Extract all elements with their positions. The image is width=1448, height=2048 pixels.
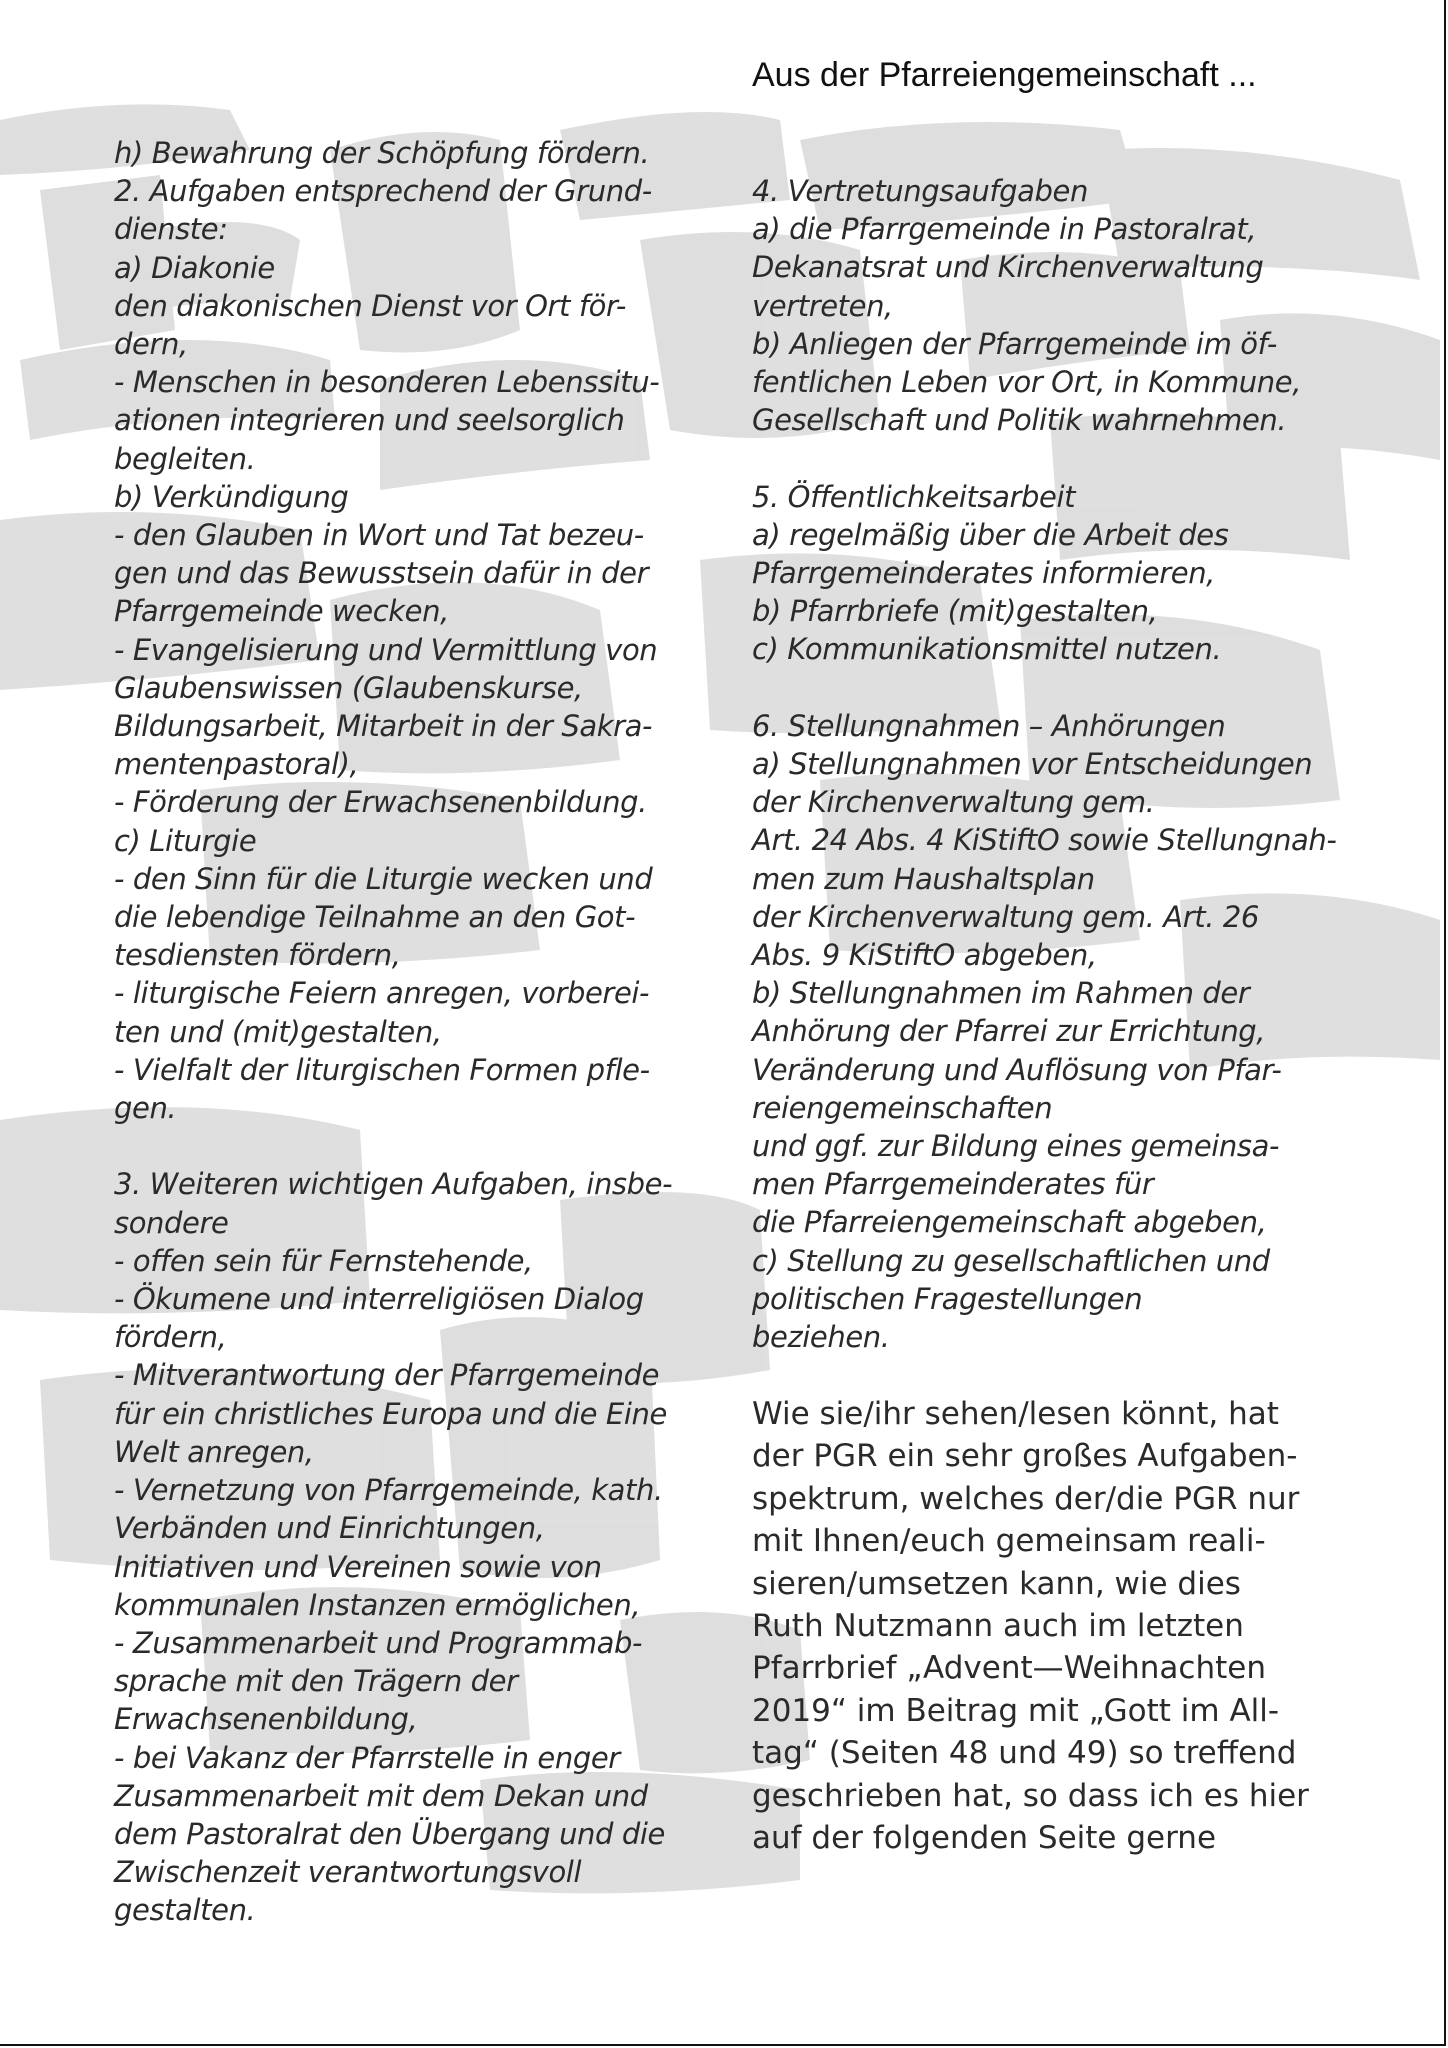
right-column-line: 5. Öffentlichkeitsarbeit	[752, 479, 1076, 514]
left-column-line: c) Liturgie	[114, 823, 257, 858]
right-column-line: Art. 24 Abs. 4 KiStiftO sowie Stellungnah-	[752, 823, 1337, 858]
right-column-line: c) Stellung zu gesellschaftlichen und	[752, 1243, 1270, 1278]
right-column-line: politischen Fragestellungen	[752, 1281, 1143, 1316]
left-column-line: gestalten.	[114, 1893, 256, 1928]
left-column-line: sondere	[114, 1205, 229, 1240]
right-column-line: men Pfarrgemeinderates für	[752, 1167, 1154, 1202]
right-column-line: c) Kommunikationsmittel nutzen.	[752, 632, 1222, 667]
right-column-line: der Kirchenverwaltung gem. Art. 26	[752, 899, 1259, 934]
left-column-line: ten und (mit)gestalten,	[114, 1014, 442, 1049]
left-column-line: Initiativen und Vereinen sowie von	[114, 1549, 602, 1584]
right-column-line: Gesellschaft und Politik wahrnehmen.	[752, 403, 1287, 438]
left-column-line: 2. Aufgaben entsprechend der Grund-	[114, 174, 652, 209]
left-column-line: - Menschen in besonderen Lebenssitu-	[114, 365, 660, 400]
left-column-line: dienste:	[114, 212, 228, 247]
right-column-line: Abs. 9 KiStiftO abgeben,	[752, 938, 1097, 973]
left-column-line: sprache mit den Trägern der	[114, 1664, 518, 1699]
left-column-line: Pfarrgemeinde wecken,	[114, 594, 449, 629]
right-column-line: und ggf. zur Bildung eines gemeinsa-	[752, 1129, 1280, 1164]
left-column-line: kommunalen Instanzen ermöglichen,	[114, 1587, 641, 1622]
right-column-line: fentlichen Leben vor Ort, in Kommune,	[752, 365, 1302, 400]
left-column-line: Glaubenswissen (Glaubenskurse,	[114, 670, 583, 705]
closing-paragraph-line: tag“ (Seiten 48 und 49) so treffend	[752, 1735, 1297, 1772]
closing-paragraph-line: Ruth Nutzmann auch im letzten	[752, 1608, 1244, 1645]
right-column-line: reiengemeinschaften	[752, 1090, 1053, 1125]
right-column-line: vertreten,	[752, 288, 893, 323]
left-column-line: - bei Vakanz der Pfarrstelle in enger	[114, 1740, 620, 1775]
closing-paragraph-line: der PGR ein sehr großes Aufgaben-	[752, 1438, 1298, 1475]
right-column-line	[752, 669, 1352, 707]
left-column-line: - offen sein für Fernstehende,	[114, 1243, 533, 1278]
right-column-line: b) Pfarrbriefe (mit)gestalten,	[752, 594, 1158, 629]
closing-paragraph-line: geschrieben hat, so dass ich es hier	[752, 1777, 1309, 1814]
left-column-line: - den Glauben in Wort und Tat bezeu-	[114, 518, 644, 553]
right-column-line: a) die Pfarrgemeinde in Pastoralrat,	[752, 212, 1257, 247]
left-column-line: - Vielfalt der liturgischen Formen pfle-	[114, 1052, 650, 1087]
left-column-line: Bildungsarbeit, Mitarbeit in der Sakra-	[114, 709, 653, 744]
left-column-line: a) Diakonie	[114, 250, 275, 285]
left-column-line: gen.	[114, 1091, 177, 1126]
right-column-line: b) Anliegen der Pfarrgemeinde im öf-	[752, 326, 1277, 361]
left-column-text	[114, 134, 724, 1930]
left-column-line: - Evangelisierung und Vermittlung von	[114, 632, 658, 667]
right-column-line: 6. Stellungnahmen – Anhörungen	[752, 708, 1226, 743]
closing-paragraph-line: auf der folgenden Seite gerne	[752, 1820, 1217, 1857]
right-column-line: Pfarrgemeinderates informieren,	[752, 556, 1215, 591]
right-column-line: 4. Vertretungsaufgaben	[752, 174, 1088, 208]
left-column-line: ationen integrieren und seelsorglich	[114, 403, 625, 438]
left-column-line: fördern,	[114, 1320, 227, 1355]
right-column-text	[752, 172, 1352, 1356]
right-column-line: b) Stellungnahmen im Rahmen der	[752, 976, 1250, 1011]
right-column-line: Dekanatsrat und Kirchenverwaltung	[752, 250, 1264, 285]
left-column-line: Verbänden und Einrichtungen,	[114, 1511, 545, 1546]
closing-paragraph-line: Wie sie/ihr sehen/lesen könnt, hat	[752, 1396, 1279, 1432]
right-column-line: a) regelmäßig über die Arbeit des	[752, 517, 1229, 552]
left-column-line: tesdiensten fördern,	[114, 938, 401, 973]
left-column-line: dem Pastoralrat den Übergang und die	[114, 1816, 665, 1851]
right-column-line: Veränderung und Auflösung von Pfar-	[752, 1052, 1282, 1087]
right-column-line: beziehen.	[752, 1320, 890, 1355]
left-column-line: - Ökumene und interreligiösen Dialog	[114, 1282, 644, 1317]
closing-paragraph-line: Pfarrbrief „Advent—Weihnachten	[752, 1650, 1266, 1687]
left-column-line: Zwischenzeit verantwortungsvoll	[114, 1855, 582, 1890]
right-column-line: a) Stellungnahmen vor Entscheidungen	[752, 747, 1313, 782]
left-column-line: für ein christliches Europa und die Eine	[114, 1396, 667, 1431]
left-column-line: die lebendige Teilnahme an den Got-	[114, 900, 636, 935]
left-column-line: Erwachsenenbildung,	[114, 1702, 418, 1737]
left-column-line: dern,	[114, 327, 188, 362]
left-column-line: gen und das Bewusstsein dafür in der	[114, 556, 649, 591]
left-column-line: begleiten.	[114, 441, 256, 476]
right-column-line: Anhörung der Pfarrei zur Errichtung,	[752, 1014, 1266, 1049]
left-column-line: 3. Weiteren wichtigen Aufgaben, insbe-	[114, 1167, 673, 1202]
closing-paragraph-line: spektrum, welches der/die PGR nur	[752, 1480, 1300, 1517]
left-column-line: - liturgische Feiern anregen, vorberei-	[114, 976, 650, 1011]
closing-paragraph-line: 2019“ im Beitrag mit „Gott im All-	[752, 1692, 1280, 1729]
left-column-line	[114, 1127, 724, 1165]
left-column-line: mentenpastoral),	[114, 747, 359, 782]
left-column-line: b) Verkündigung	[114, 479, 349, 514]
left-column-line: - Zusammenarbeit und Programmab-	[114, 1625, 643, 1660]
right-column-line	[752, 439, 1352, 477]
left-column-line: Zusammenarbeit mit dem Dekan und	[114, 1778, 648, 1813]
closing-paragraph-line: mit Ihnen/euch gemeinsam reali-	[752, 1523, 1266, 1560]
page-title: Aus der Pfarreiengemeinschaft ...	[752, 56, 1257, 94]
closing-paragraph-line: sieren/umsetzen kann, wie dies	[752, 1565, 1241, 1602]
left-column-line: Welt anregen,	[114, 1434, 314, 1469]
left-column-line: den diakonischen Dienst vor Ort för-	[114, 288, 626, 323]
right-column-line: men zum Haushaltsplan	[752, 861, 1095, 896]
right-column-line: der Kirchenverwaltung gem.	[752, 785, 1155, 820]
left-column-line: - Förderung der Erwachsenenbildung.	[114, 785, 647, 820]
left-column-line: h) Bewahrung der Schöpfung fördern.	[114, 136, 650, 170]
closing-paragraph	[752, 1393, 1352, 1859]
left-column-line: - Mitverantwortung der Pfarrgemeinde	[114, 1358, 660, 1393]
left-column-line: - Vernetzung von Pfarrgemeinde, kath.	[114, 1473, 663, 1508]
right-column-line: die Pfarreiengemeinschaft abgeben,	[752, 1205, 1267, 1240]
left-column-line: - den Sinn für die Liturgie wecken und	[114, 861, 653, 896]
